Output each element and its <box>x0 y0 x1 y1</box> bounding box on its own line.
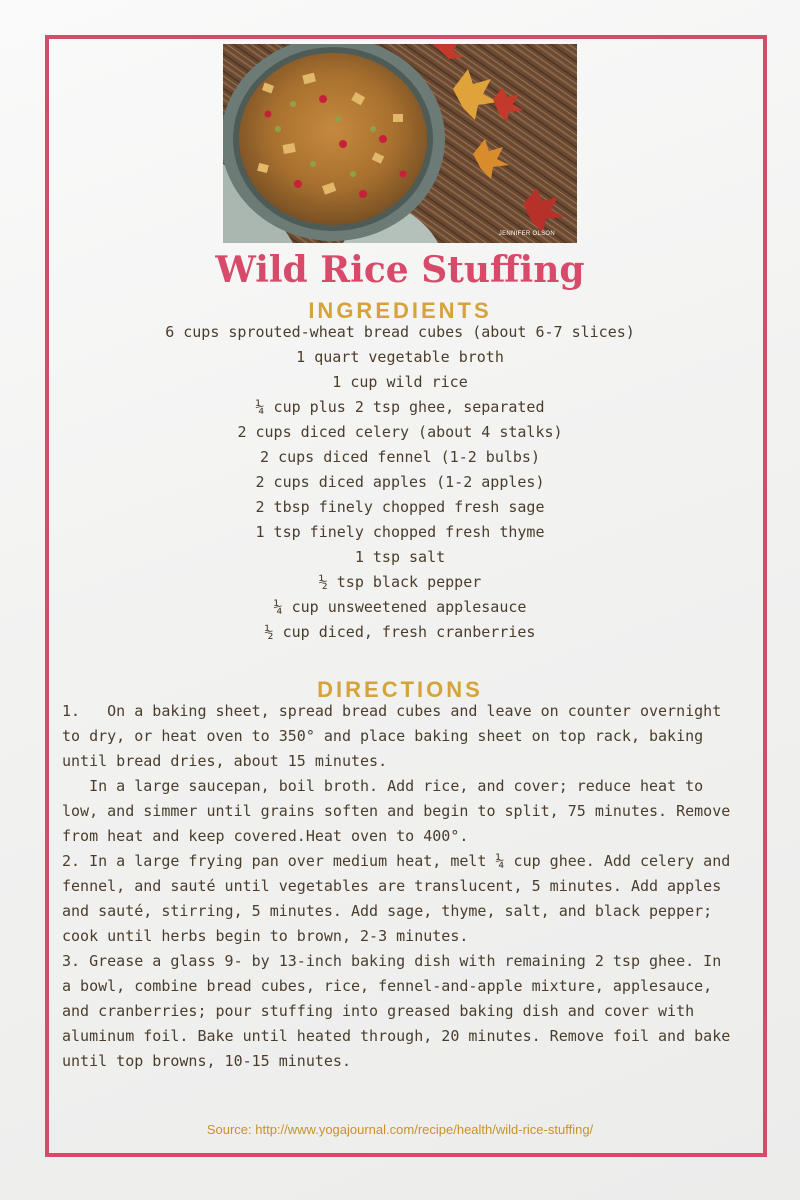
direction-step: In a large saucepan, boil broth. Add rice, and cover; reduce heat to low, and simmer until grains soften and begin to split, 75 minutes. Remove from heat and keep covered.Heat oven to 400°. <box>62 777 740 845</box>
direction-step: 1. On a baking sheet, spread bread cubes and leave on counter overnight to dry, or heat oven to 350° and place baking sheet on top rack, baking until bread dries, about 15 minutes. <box>62 702 731 770</box>
ingredient-item: 1 quart vegetable broth <box>296 348 504 366</box>
ingredient-item: 2 cups diced apples (1-2 apples) <box>255 473 545 491</box>
ingredients-list <box>0 320 800 645</box>
ingredient-item: 1 cup wild rice <box>332 373 468 391</box>
photo-credit: JENNIFER OLSON <box>498 231 555 237</box>
directions-heading: DIRECTIONS <box>317 677 483 702</box>
directions-text <box>62 699 738 1074</box>
ingredient-item: ½ cup diced, fresh cranberries <box>264 623 536 641</box>
ingredient-item: 6 cups sprouted-wheat bread cubes (about 6-7 slices) <box>165 323 635 341</box>
direction-step: 2. In a large frying pan over medium heat, melt ¼ cup ghee. Add celery and fennel, and sauté until vegetables are translucent, 5 minutes. Add apples and sauté, stirring, 5 minutes. Add sage, thyme, salt, and black pepper; cook until herbs begin to brown, 2-3 minutes. <box>62 852 731 945</box>
ingredient-item: ½ tsp black pepper <box>318 573 482 591</box>
ingredients-heading: INGREDIENTS <box>308 298 492 323</box>
stuffing-photo <box>223 44 577 243</box>
ingredient-item: 2 cups diced celery (about 4 stalks) <box>237 423 563 441</box>
ingredient-item: ¼ cup plus 2 tsp ghee, separated <box>255 398 545 416</box>
ingredient-item: 2 cups diced fennel (1-2 bulbs) <box>260 448 540 466</box>
ingredient-item: 1 tsp salt <box>354 548 446 566</box>
ingredient-item: 1 tsp finely chopped fresh thyme <box>255 523 545 541</box>
ingredient-item: 2 tbsp finely chopped fresh sage <box>255 498 545 516</box>
direction-step: 3. Grease a glass 9- by 13-inch baking dish with remaining 2 tsp ghee. In a bowl, combine bread cubes, rice, fennel-and-apple mixture, applesauce, and cranberries; pour stuffing into greased baking dish and cover with aluminum foil. Bake until heated through, 20 minutes. Remove foil and bake until top browns, 10-15 minutes. <box>62 952 731 1070</box>
ingredient-item: ¼ cup unsweetened applesauce <box>273 598 527 616</box>
source-link[interactable]: Source: http://www.yogajournal.com/recipe/health/wild-rice-stuffing/ <box>206 1122 594 1137</box>
recipe-title: Wild Rice Stuffing <box>215 249 585 291</box>
